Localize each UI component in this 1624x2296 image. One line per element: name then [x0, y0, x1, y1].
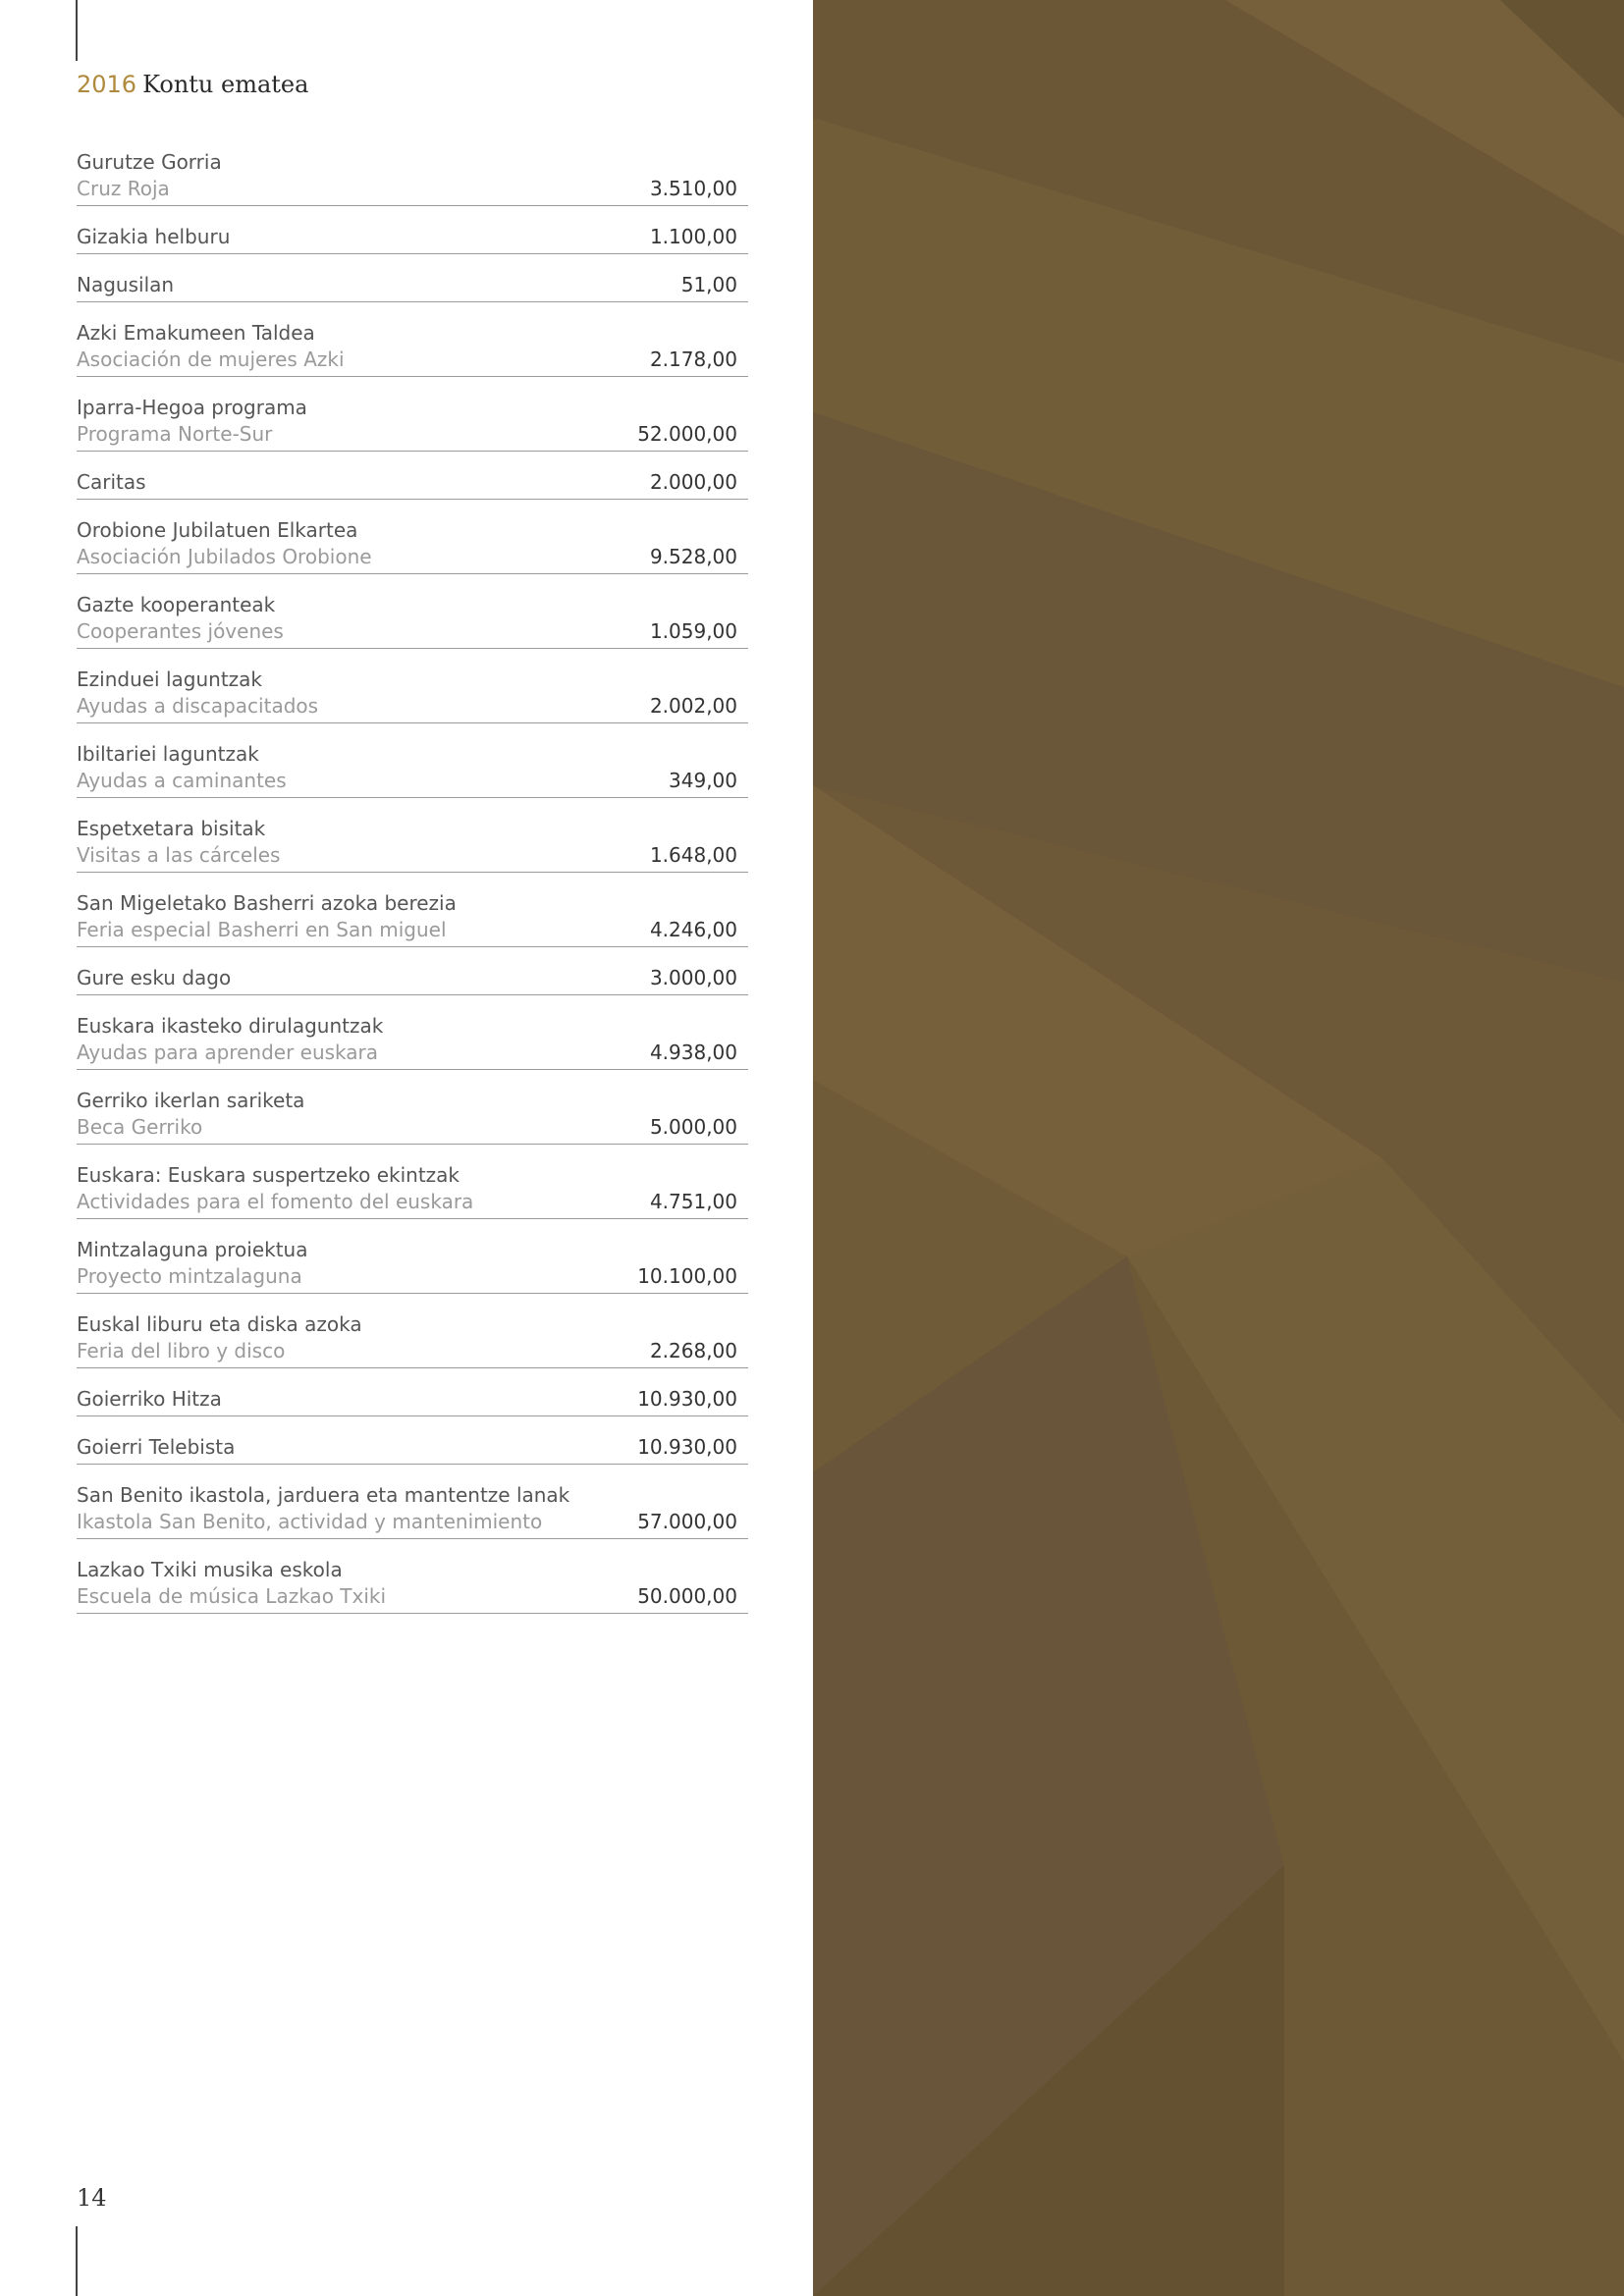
entry-amount: 1.648,00 [649, 843, 737, 867]
entry-amount: 4.246,00 [649, 918, 737, 941]
entry-name-basque: Lazkao Txiki musika eskola [77, 1558, 343, 1581]
list-item [77, 220, 748, 254]
list-item [77, 1233, 748, 1294]
list-item [77, 1084, 748, 1145]
list-item [77, 1308, 748, 1368]
list-item [77, 145, 748, 206]
header-title: Kontu ematea [142, 71, 309, 98]
list-item [77, 1158, 748, 1219]
entry-name-basque: Euskara ikasteko dirulaguntzak [77, 1014, 384, 1038]
faceted-background [813, 0, 1624, 2296]
entry-name-spanish: Ikastola San Benito, actividad y mantenimiento [77, 1510, 543, 1533]
entry-name-basque: San Benito ikastola, jarduera eta mantentze lanak [77, 1483, 570, 1507]
entry-name-basque: Goierri Telebista [77, 1435, 236, 1459]
entry-name-basque: Gerriko ikerlan sariketa [77, 1089, 305, 1112]
entry-amount: 5.000,00 [649, 1115, 737, 1139]
list-item [77, 663, 748, 723]
list-item [77, 268, 748, 302]
entry-name-spanish: Ayudas a caminantes [77, 769, 287, 792]
entry-amount: 2.002,00 [649, 694, 737, 718]
entry-name-spanish: Cooperantes jóvenes [77, 619, 284, 643]
decorative-panel [813, 0, 1624, 2296]
entry-name-basque: Ibiltariei laguntzak [77, 742, 259, 766]
entry-name-basque: Goierriko Hitza [77, 1387, 222, 1411]
list-item [77, 737, 748, 798]
entry-name-basque: Orobione Jubilatuen Elkartea [77, 518, 358, 542]
list-item [77, 886, 748, 947]
entry-amount: 2.000,00 [649, 470, 737, 494]
list-item [77, 513, 748, 574]
entry-name-spanish: Actividades para el fomento del euskara [77, 1190, 474, 1213]
entry-name-basque: Caritas [77, 470, 146, 494]
list-item [77, 316, 748, 377]
entry-name-spanish: Cruz Roja [77, 177, 170, 200]
entry-name-basque: Gizakia helburu [77, 225, 231, 248]
entry-name-basque: Gazte kooperanteak [77, 593, 276, 616]
crop-mark-bottom [76, 2226, 78, 2296]
entry-name-basque: Nagusilan [77, 273, 175, 296]
list-item [77, 961, 748, 995]
list-item [77, 1382, 748, 1416]
entry-amount: 3.000,00 [649, 966, 737, 989]
entry-name-basque: Gurutze Gorria [77, 150, 222, 174]
list-item [77, 1430, 748, 1465]
page-header [77, 71, 308, 98]
entry-name-basque: Azki Emakumeen Taldea [77, 321, 315, 345]
entry-amount: 3.510,00 [649, 177, 737, 200]
entry-name-basque: Iparra-Hegoa programa [77, 396, 307, 419]
entry-name-spanish: Visitas a las cárceles [77, 843, 281, 867]
entry-name-spanish: Feria especial Basherri en San miguel [77, 918, 447, 941]
entry-name-spanish: Ayudas a discapacitados [77, 694, 319, 718]
entry-amount: 51,00 [680, 273, 737, 296]
entry-name-basque: San Migeletako Basherri azoka berezia [77, 891, 457, 915]
entry-amount: 1.059,00 [649, 619, 737, 643]
entry-name-spanish: Feria del libro y disco [77, 1339, 286, 1362]
entry-amount: 4.938,00 [649, 1041, 737, 1064]
entry-amount: 10.930,00 [637, 1387, 737, 1411]
entry-amount: 2.178,00 [649, 347, 737, 371]
entry-name-basque: Mintzalaguna proiektua [77, 1238, 308, 1261]
entry-name-basque: Espetxetara bisitak [77, 817, 266, 840]
entry-amount: 9.528,00 [649, 545, 737, 568]
list-item [77, 1478, 748, 1539]
list-item [77, 812, 748, 873]
list-item [77, 1553, 748, 1614]
list-item [77, 588, 748, 649]
entry-name-spanish: Ayudas para aprender euskara [77, 1041, 379, 1064]
entry-name-basque: Gure esku dago [77, 966, 232, 989]
entry-amount: 1.100,00 [649, 225, 737, 248]
entry-amount: 2.268,00 [649, 1339, 737, 1362]
entry-name-spanish: Proyecto mintzalaguna [77, 1264, 302, 1288]
entry-amount: 10.930,00 [637, 1435, 737, 1459]
header-year: 2016 [77, 71, 137, 98]
entry-amount: 50.000,00 [637, 1584, 737, 1608]
entry-name-basque: Ezinduei laguntzak [77, 667, 262, 691]
entry-amount: 349,00 [669, 769, 737, 792]
entry-amount: 52.000,00 [637, 422, 737, 446]
entry-name-spanish: Programa Norte-Sur [77, 422, 273, 446]
entry-name-spanish: Escuela de música Lazkao Txiki [77, 1584, 387, 1608]
entry-name-basque: Euskal liburu eta diska azoka [77, 1312, 362, 1336]
list-item [77, 1009, 748, 1070]
crop-mark-top [76, 0, 78, 61]
list-item [77, 391, 748, 452]
list-item [77, 465, 748, 500]
entry-name-spanish: Beca Gerriko [77, 1115, 203, 1139]
entry-name-spanish: Asociación Jubilados Orobione [77, 545, 372, 568]
page-number: 14 [77, 2184, 107, 2212]
entry-amount: 10.100,00 [637, 1264, 737, 1288]
entry-name-spanish: Asociación de mujeres Azki [77, 347, 345, 371]
entry-amount: 4.751,00 [649, 1190, 737, 1213]
entry-amount: 57.000,00 [637, 1510, 737, 1533]
entry-name-basque: Euskara: Euskara suspertzeko ekintzak [77, 1163, 460, 1187]
grants-list [77, 145, 748, 1614]
